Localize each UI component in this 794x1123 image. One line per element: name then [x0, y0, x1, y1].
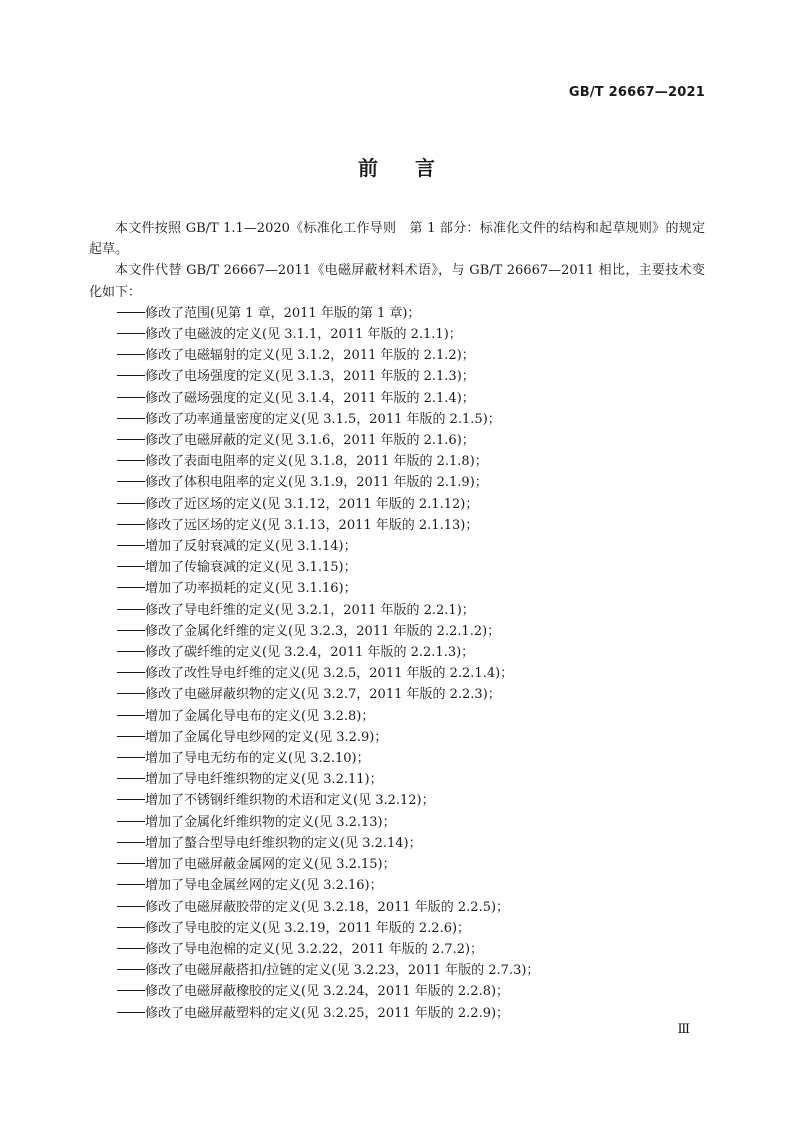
- em-dash-marker: [117, 686, 145, 699]
- change-text: 增加了金属化导电布的定义(见 3.2.8)；: [145, 708, 375, 724]
- em-dash-marker: [117, 496, 145, 509]
- change-list-item: [89, 557, 705, 578]
- change-text: 修改了碳纤维的定义(见 3.2.4，2011 年版的 2.2.1.3)；: [145, 645, 475, 661]
- em-dash-marker: [117, 983, 145, 996]
- em-dash-marker: [117, 920, 145, 933]
- change-list-item: [89, 303, 705, 324]
- change-list-item: [89, 430, 705, 451]
- change-list-item: [89, 812, 705, 833]
- change-list-item: [89, 578, 705, 599]
- change-list-item: [89, 642, 705, 663]
- change-list-item: [89, 472, 705, 493]
- change-list-item: [89, 536, 705, 557]
- title-part-2: 言: [415, 156, 436, 180]
- change-list-item: [89, 621, 705, 642]
- change-text: 增加了螯合型导电纤维织物的定义(见 3.2.14)；: [145, 835, 422, 851]
- em-dash-marker: [117, 962, 145, 975]
- em-dash-marker: [117, 729, 145, 742]
- title-part-1: 前: [358, 156, 379, 180]
- em-dash-marker: [117, 432, 145, 445]
- change-text: 修改了磁场强度的定义(见 3.1.4，2011 年版的 2.1.4)；: [145, 390, 475, 406]
- change-text: 增加了导电金属丝网的定义(见 3.2.16)；: [145, 878, 383, 894]
- change-text: 修改了范围(见第 1 章，2011 年版的第 1 章)；: [145, 305, 421, 321]
- page-title: [0, 152, 794, 181]
- em-dash-marker: [117, 771, 145, 784]
- em-dash-marker: [117, 814, 145, 827]
- em-dash-marker: [117, 602, 145, 615]
- change-text: 修改了表面电阻率的定义(见 3.1.8，2011 年版的 2.1.8)；: [145, 454, 488, 470]
- change-text: 增加了导电纤维织物的定义(见 3.2.11)；: [145, 772, 383, 788]
- change-text: 修改了电磁屏蔽织物的定义(见 3.2.7，2011 年版的 2.2.3)；: [145, 687, 501, 703]
- em-dash-marker: [117, 347, 145, 360]
- drafting-basis-paragraph: 本文件按照 GB/T 1.1—2020《标准化工作导则 第 1 部分：标准化文件的结构和起草规则》的规定起草。: [89, 221, 705, 258]
- change-text: 修改了远区场的定义(见 3.1.13，2011 年版的 2.1.13)；: [145, 517, 479, 533]
- change-text: 增加了金属化导电纱网的定义(见 3.2.9)；: [145, 729, 388, 745]
- change-text: 修改了电磁屏蔽塑料的定义(见 3.2.25，2011 年版的 2.2.9)；: [145, 1005, 510, 1021]
- change-list-item: [89, 790, 705, 811]
- em-dash-marker: [117, 792, 145, 805]
- change-list-item: [89, 600, 705, 621]
- em-dash-marker: [117, 899, 145, 912]
- page-number: Ⅲ: [677, 1022, 690, 1037]
- em-dash-marker: [117, 368, 145, 381]
- change-list-item: [89, 918, 705, 939]
- change-text: 修改了电磁屏蔽胶带的定义(见 3.2.18，2011 年版的 2.2.5)；: [145, 899, 510, 915]
- change-text: 修改了电磁屏蔽的定义(见 3.1.6，2011 年版的 2.1.6)；: [145, 433, 475, 449]
- em-dash-marker: [117, 411, 145, 424]
- change-text: 修改了导电纤维的定义(见 3.2.1，2011 年版的 2.2.1)；: [145, 602, 475, 618]
- change-text: 修改了电磁波的定义(见 3.1.1，2011 年版的 2.1.1)；: [145, 327, 462, 343]
- em-dash-marker: [117, 708, 145, 721]
- change-text: 修改了近区场的定义(见 3.1.12，2011 年版的 2.1.12)；: [145, 496, 479, 512]
- change-list-item: [89, 1003, 705, 1024]
- change-text: 增加了反射衰减的定义(见 3.1.14)；: [145, 539, 357, 555]
- em-dash-marker: [117, 559, 145, 572]
- change-text: 修改了电磁屏蔽橡胶的定义(见 3.2.24，2011 年版的 2.2.8)；: [145, 984, 510, 1000]
- em-dash-marker: [117, 856, 145, 869]
- change-list-item: [89, 769, 705, 790]
- change-text: 修改了金属化纤维的定义(见 3.2.3，2011 年版的 2.2.1.2)；: [145, 623, 501, 639]
- change-list-item: [89, 451, 705, 472]
- change-list-item: [89, 684, 705, 705]
- change-list-item: [89, 366, 705, 387]
- em-dash-marker: [117, 538, 145, 551]
- em-dash-marker: [117, 644, 145, 657]
- change-list-item: [89, 706, 705, 727]
- change-text: 修改了体积电阻率的定义(见 3.1.9，2011 年版的 2.1.9)；: [145, 475, 488, 491]
- change-text: 修改了电磁辐射的定义(见 3.1.2，2011 年版的 2.1.2)；: [145, 348, 475, 364]
- change-text: 增加了不锈钢纤维织物的术语和定义(见 3.2.12)；: [145, 793, 435, 809]
- change-list-item: [89, 324, 705, 345]
- change-list-item: [89, 748, 705, 769]
- em-dash-marker: [117, 453, 145, 466]
- em-dash-marker: [117, 390, 145, 403]
- change-list-item: [89, 939, 705, 960]
- em-dash-marker: [117, 517, 145, 530]
- change-list-item: [89, 409, 705, 430]
- change-text: 修改了电磁屏蔽搭扣/拉链的定义(见 3.2.23，2011 年版的 2.7.3)；: [145, 963, 540, 979]
- change-text: 增加了导电无纺布的定义(见 3.2.10)；: [145, 751, 370, 767]
- em-dash-marker: [117, 750, 145, 763]
- change-list-item: [89, 345, 705, 366]
- em-dash-marker: [117, 326, 145, 339]
- change-list-item: [89, 833, 705, 854]
- change-text: 修改了导电泡棉的定义(见 3.2.22，2011 年版的 2.7.2)；: [145, 941, 484, 957]
- change-text: 增加了电磁屏蔽金属网的定义(见 3.2.15)；: [145, 857, 396, 873]
- change-list-item: [89, 663, 705, 684]
- change-text: 增加了金属化纤维织物的定义(见 3.2.13)；: [145, 814, 396, 830]
- standard-code: GB/T 26667—2021: [568, 85, 705, 100]
- em-dash-marker: [117, 474, 145, 487]
- change-list-item: [89, 981, 705, 1002]
- change-text: 修改了电场强度的定义(见 3.1.3，2011 年版的 2.1.3)；: [145, 369, 475, 385]
- em-dash-marker: [117, 941, 145, 954]
- replacement-paragraph: 本文件代替 GB/T 26667—2011《电磁屏蔽材料术语》，与 GB/T 26667—2011 相比，主要技术变化如下：: [89, 263, 705, 300]
- em-dash-marker: [117, 665, 145, 678]
- em-dash-marker: [117, 835, 145, 848]
- em-dash-marker: [117, 1005, 145, 1018]
- foreword-body: [89, 218, 705, 1024]
- change-text: 增加了功率损耗的定义(见 3.1.16)；: [145, 581, 357, 597]
- em-dash-marker: [117, 305, 145, 318]
- change-list-item: [89, 854, 705, 875]
- em-dash-marker: [117, 580, 145, 593]
- technical-changes-list: [89, 303, 705, 1024]
- change-list-item: [89, 875, 705, 896]
- change-text: 修改了导电胶的定义(见 3.2.19，2011 年版的 2.2.6)；: [145, 920, 471, 936]
- change-list-item: [89, 494, 705, 515]
- change-text: 修改了功率通量密度的定义(见 3.1.5，2011 年版的 2.1.5)；: [145, 411, 501, 427]
- change-text: 增加了传输衰减的定义(见 3.1.15)；: [145, 560, 357, 576]
- change-list-item: [89, 515, 705, 536]
- change-text: 修改了改性导电纤维的定义(见 3.2.5，2011 年版的 2.2.1.4)；: [145, 666, 514, 682]
- change-list-item: [89, 388, 705, 409]
- change-list-item: [89, 960, 705, 981]
- em-dash-marker: [117, 877, 145, 890]
- em-dash-marker: [117, 623, 145, 636]
- change-list-item: [89, 897, 705, 918]
- change-list-item: [89, 727, 705, 748]
